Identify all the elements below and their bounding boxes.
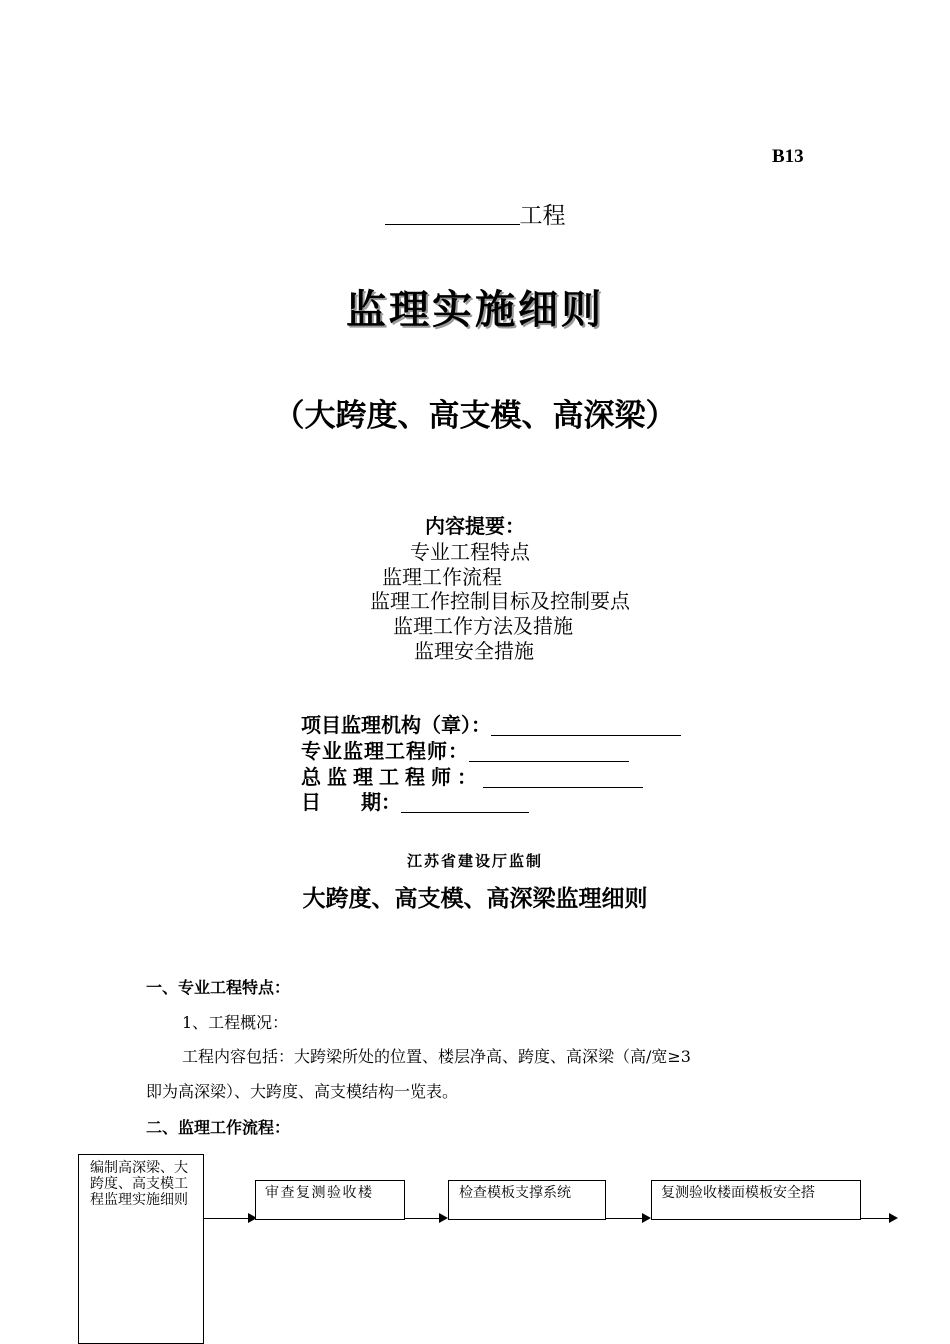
summary-item: 监理工作方法及措施 xyxy=(393,614,573,638)
signature-org xyxy=(301,709,681,738)
section1-heading: 一、专业工程特点： xyxy=(146,978,291,997)
document-title: 大跨度、高支模、高深梁监理细则 xyxy=(302,885,648,912)
document-code: B13 xyxy=(772,146,804,167)
summary-title: 内容提要： xyxy=(425,514,525,538)
signature-date-label: 日 期： xyxy=(301,790,401,814)
flow-box-check-support: 检查模板支撑系统 xyxy=(448,1180,606,1220)
summary-item: 监理工作控制目标及控制要点 xyxy=(370,589,630,613)
section1-sub1: 1、工程概况： xyxy=(182,1013,289,1032)
section2-heading: 二、监理工作流程： xyxy=(146,1118,291,1137)
signature-org-blank xyxy=(491,715,681,736)
flow-arrow xyxy=(405,1218,439,1219)
signature-org-label: 项目监理机构（章）： xyxy=(301,713,491,737)
section1-paragraph-line1: 工程内容包括：大跨梁所处的位置、楼层净高、跨度、高深梁（高/宽≥3 xyxy=(182,1047,691,1066)
arrow-head-icon xyxy=(439,1213,448,1223)
flow-arrow xyxy=(606,1218,642,1219)
project-name-line xyxy=(0,197,950,230)
flow-box-review-floor: 审查复测验收楼 xyxy=(255,1180,405,1220)
signature-engineer-blank xyxy=(469,741,629,762)
flow-arrow xyxy=(204,1218,248,1219)
flow-box-prepare-rules: 编制高深梁、大跨度、高支模工程监理实施细则 xyxy=(78,1154,204,1344)
signature-date-blank xyxy=(401,792,529,813)
signature-date xyxy=(301,786,529,815)
signature-chief-blank xyxy=(483,767,643,788)
summary-item: 监理工作流程 xyxy=(382,565,502,589)
signature-engineer xyxy=(301,735,629,764)
project-suffix: 工程 xyxy=(519,203,566,229)
signature-chief-label: 总监理工程师： xyxy=(301,765,483,789)
subtitle: （大跨度、高支模、高深梁） xyxy=(273,398,677,434)
summary-item: 监理安全措施 xyxy=(414,639,534,663)
issuer: 江苏省建设厅监制 xyxy=(406,852,543,870)
flow-arrow xyxy=(861,1218,889,1219)
flow-box-recheck-formwork: 复测验收楼面模板安全搭 xyxy=(651,1180,861,1220)
main-title: 监理实施细则 xyxy=(346,287,604,333)
signature-engineer-label: 专业监理工程师： xyxy=(301,739,469,763)
arrow-head-icon xyxy=(889,1213,898,1223)
arrow-head-icon xyxy=(642,1213,651,1223)
project-name-blank xyxy=(385,202,520,225)
summary-item: 专业工程特点 xyxy=(410,540,530,564)
section1-paragraph-line2: 即为高深梁）、大跨度、高支模结构一览表。 xyxy=(146,1082,459,1101)
